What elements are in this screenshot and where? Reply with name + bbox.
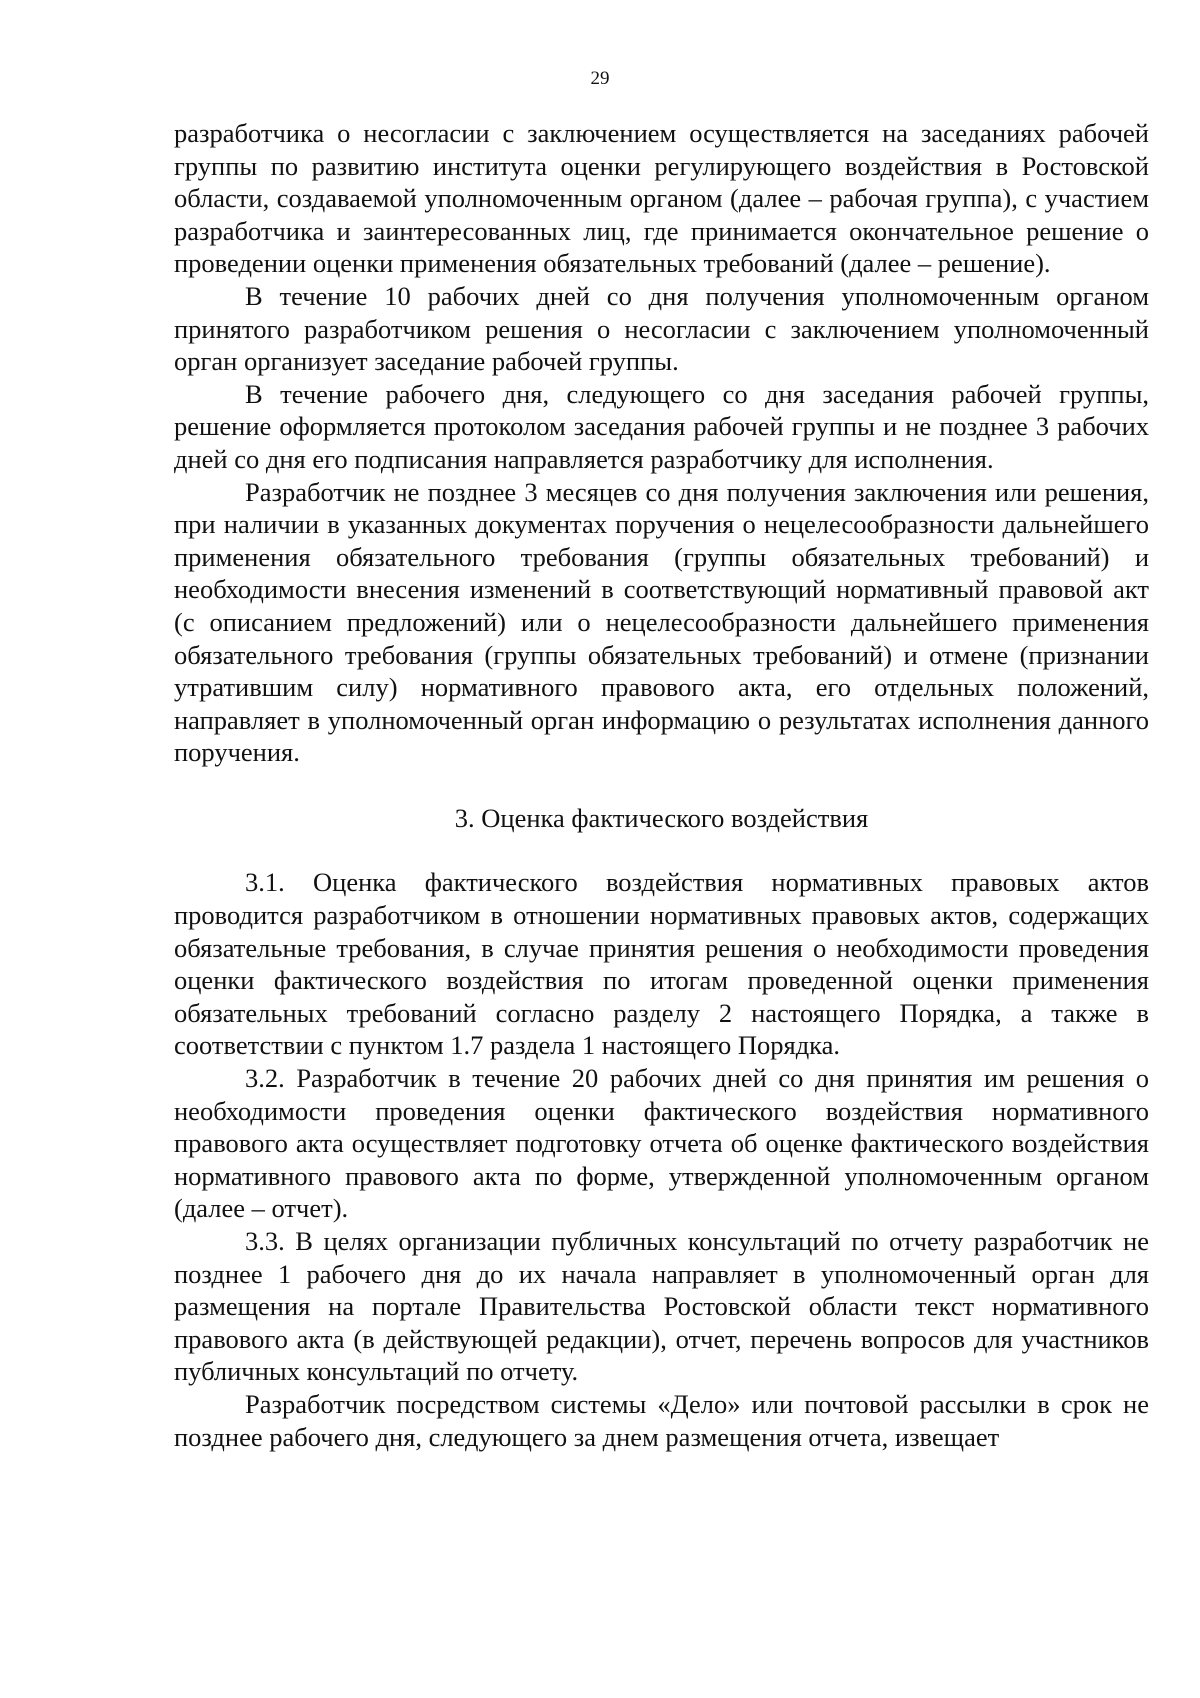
section-heading: 3. Оценка фактического воздействия xyxy=(454,802,869,833)
paragraph: В течение 10 рабочих дней со дня получения уполномоченным органом принятого разработчиком решения о несогласии с заключением уполномоченный орган организует заседание рабочей группы. xyxy=(174,280,1149,377)
paragraph: Разработчик не позднее 3 месяцев со дня получения заключения или решения, при наличии в указанных документах поручения о нецелесообразности дальнейшего применения обязательного требования (группы обязательных требований) и необходимости внесения изменений в соответствующий нормативный правовой акт (с описанием предложений) или о нецелесообразности дальнейшего применения обязательного требования (группы обязательных требований) и отмене (признании утратившим силу) нормативного правового акта, его отдельных положений, направляет в уполномоченный орган информацию о результатах исполнения данного поручения. xyxy=(174,476,1149,768)
paragraph: 3.1. Оценка фактического воздействия нормативных правовых актов проводится разработчиком в отношении нормативных правовых актов, содержащих обязательные требования, в случае принятия решения о необходимости проведения оценки фактического воздействия по итогам проведенной оценки применения обязательных требований согласно разделу 2 настоящего Порядка, а также в соответствии с пунктом 1.7 раздела 1 настоящего Порядка. xyxy=(174,867,1149,1061)
page-number: 29 xyxy=(590,68,610,89)
paragraph: В течение рабочего дня, следующего со дня заседания рабочей группы, решение оформляется протоколом заседания рабочей группы и не позднее 3 рабочих дней со дня его подписания направляется разработчику для исполнения. xyxy=(174,378,1149,474)
paragraph: 3.3. В целях организации публичных консультаций по отчету разработчик не позднее 1 рабочего дня до их начала направляет в уполномоченный орган для размещения на портале Правительства Ростовской области текст нормативного правового акта (в действующей редакции), отчет, перечень вопросов для участников публичных консультаций по отчету. xyxy=(174,1226,1149,1387)
paragraph: Разработчик посредством системы «Дело» или почтовой рассылки в срок не позднее рабочего дня, следующего за днем размещения отчета, извещает xyxy=(174,1388,1149,1452)
document-body xyxy=(174,117,1149,1453)
paragraph-continuation: разработчика о несогласии с заключением осуществляется на заседаниях рабочей группы по развитию института оценки регулирующего воздействия в Ростовской области, создаваемой уполномоченным органом (далее – рабочая группа), с участием разработчика и заинтересованных лиц, где принимается окончательное решение о проведении оценки применения обязательных требований (далее – решение). xyxy=(174,118,1149,279)
paragraph: 3.2. Разработчик в течение 20 рабочих дней со дня принятия им решения о необходимости проведения оценки фактического воздействия нормативного правового акта осуществляет подготовку отчета об оценке фактического воздействия нормативного правового акта по форме, утвержденной уполномоченным органом (далее – отчет). xyxy=(174,1063,1149,1224)
